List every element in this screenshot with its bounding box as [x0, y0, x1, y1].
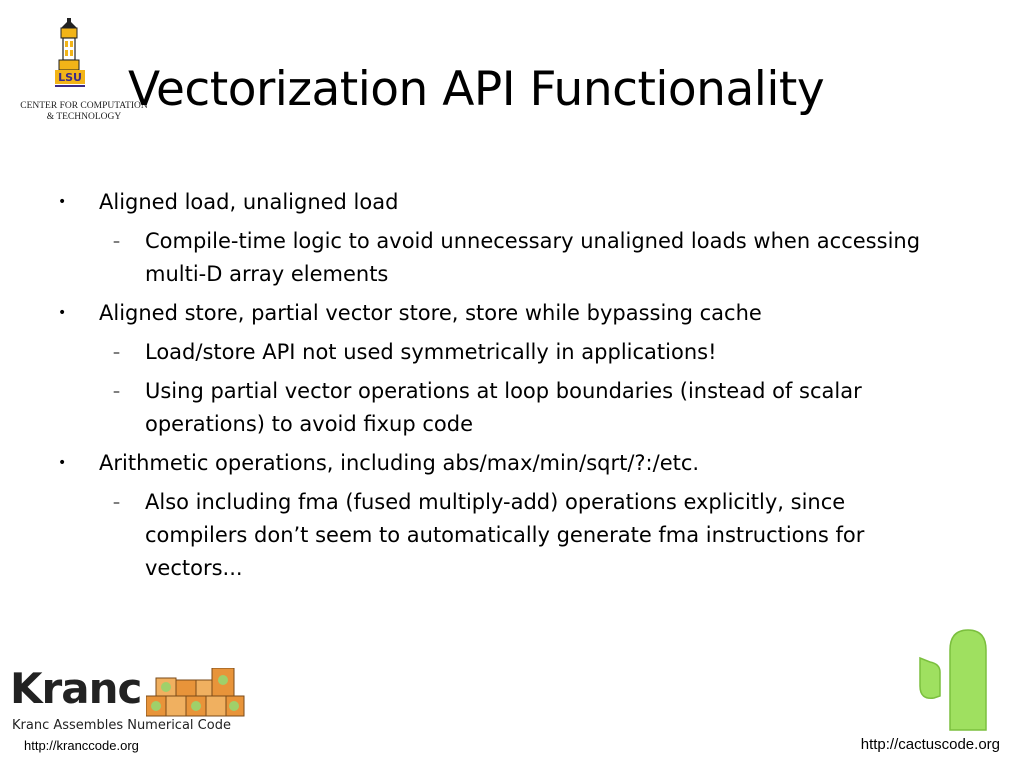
slide-content: [58, 186, 958, 591]
cactus-icon: [916, 628, 1012, 732]
slide-title: Vectorization API Functionality: [128, 62, 825, 117]
kranc-logo: [10, 664, 250, 764]
sub-bullet-2-2: [58, 375, 935, 441]
bullet-text: Aligned store, partial vector store, store while bypassing cache: [99, 301, 762, 325]
sub-bullet-text: Also including fma (fused multiply-add) operations explicitly, since compilers don’t seem to automatically generate fma instructions for vectors...: [145, 490, 865, 580]
bullet-text: Arithmetic operations, including abs/max/min/sqrt/?:/etc.: [99, 451, 700, 475]
lsu-line1: CENTER FOR COMPUTATION: [20, 101, 148, 111]
sub-bullet-3-1: [58, 486, 935, 585]
kranc-url: http://kranccode.org: [24, 738, 139, 753]
sub-bullet-text: Load/store API not used symmetrically in applications!: [145, 340, 717, 364]
sub-bullet-marker: –: [113, 495, 120, 511]
bullet-2: [58, 297, 958, 330]
cactus-url: http://cactuscode.org: [860, 736, 1000, 753]
bullet-marker: •: [58, 305, 67, 321]
sub-bullet-text: Using partial vector operations at loop boundaries (instead of scalar operations) to avoid fixup code: [145, 379, 862, 436]
sub-bullet-2-1: [58, 336, 935, 369]
bullet-text: Aligned load, unaligned load: [99, 190, 399, 214]
bullet-3: [58, 447, 958, 480]
sub-bullet-text: Compile-time logic to avoid unnecessary unaligned loads when accessing multi-D array elements: [145, 229, 921, 286]
lsu-mark: LSU: [58, 71, 82, 84]
bullet-marker: •: [58, 455, 67, 471]
bullet-marker: •: [58, 194, 67, 210]
sub-bullet-marker: –: [113, 234, 120, 250]
kranc-wordmark: Kranc: [10, 664, 142, 713]
sub-bullet-marker: –: [113, 345, 120, 361]
sub-bullet-1-1: [58, 225, 935, 291]
lsu-tower-icon: [49, 14, 101, 98]
lsu-line2: & TECHNOLOGY: [46, 112, 122, 122]
kranc-blocks-icon: [146, 668, 246, 722]
lsu-cct-logo: [14, 14, 148, 126]
sub-bullet-marker: –: [113, 384, 120, 400]
kranc-tagline: Kranc Assembles Numerical Code: [12, 718, 231, 733]
bullet-1: [58, 186, 958, 219]
